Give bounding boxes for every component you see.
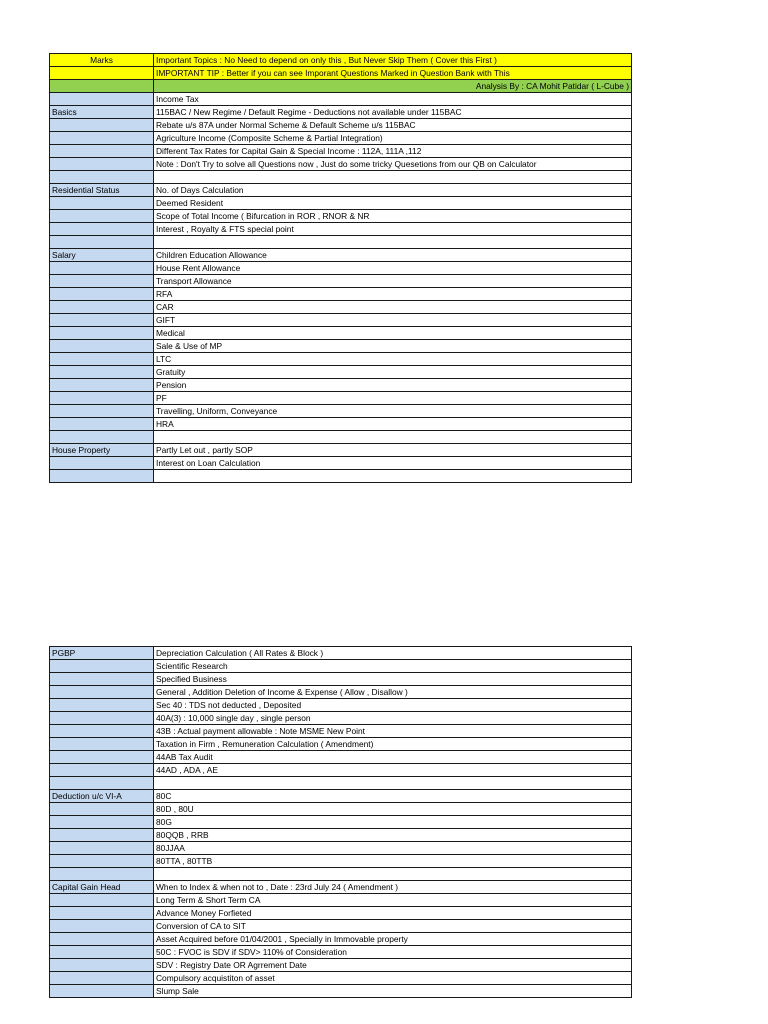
section-label-cell[interactable] [50, 197, 154, 210]
important-topics-header[interactable]: Important Topics : No Need to depend on only this , But Never Skip Them ( Cover this First ) [154, 54, 632, 67]
table-row [50, 985, 632, 998]
section-label-cell[interactable] [50, 673, 154, 686]
table-row [50, 686, 632, 699]
section-label-cell[interactable] [50, 894, 154, 907]
table-row [50, 660, 632, 673]
topics-table-2 [49, 646, 632, 998]
table-row [50, 93, 632, 106]
topic-cell[interactable]: Gratuity [154, 366, 632, 379]
header-row-marks [50, 54, 632, 67]
section-label-cell[interactable]: Basics [50, 106, 154, 119]
topic-cell[interactable]: PF [154, 392, 632, 405]
topic-cell[interactable]: 80TTA , 80TTB [154, 855, 632, 868]
section-label-cell[interactable] [50, 145, 154, 158]
topic-cell[interactable]: Interest , Royalty & FTS special point [154, 223, 632, 236]
table-row [50, 647, 632, 660]
topic-cell[interactable]: Advance Money Forfieted [154, 907, 632, 920]
section-label-cell[interactable] [50, 686, 154, 699]
section-label-cell[interactable] [50, 699, 154, 712]
header-row-analysis [50, 80, 632, 93]
section-label-cell[interactable] [50, 868, 154, 881]
table-row [50, 972, 632, 985]
topic-cell[interactable]: 44AD , ADA , AE [154, 764, 632, 777]
table-row [50, 314, 632, 327]
section-label-cell[interactable]: PGBP [50, 647, 154, 660]
topic-cell[interactable]: Specified Business [154, 673, 632, 686]
topic-cell[interactable]: Pension [154, 379, 632, 392]
topic-cell[interactable] [154, 171, 632, 184]
topic-cell[interactable]: Long Term & Short Term CA [154, 894, 632, 907]
section-label-cell[interactable] [50, 764, 154, 777]
section-label-cell[interactable] [50, 405, 154, 418]
section-label-cell[interactable] [50, 132, 154, 145]
topic-cell[interactable] [154, 431, 632, 444]
table-row [50, 418, 632, 431]
section-label-cell[interactable] [50, 842, 154, 855]
topic-cell[interactable]: Conversion of CA to SIT [154, 920, 632, 933]
topic-cell[interactable]: Scientific Research [154, 660, 632, 673]
topic-cell[interactable]: Medical [154, 327, 632, 340]
topic-cell[interactable]: Taxation in Firm , Remuneration Calculation ( Amendment) [154, 738, 632, 751]
table-row [50, 764, 632, 777]
section-label-cell[interactable] [50, 959, 154, 972]
section-label-cell[interactable] [50, 725, 154, 738]
topic-cell[interactable]: Sec 40 : TDS not deducted , Deposited [154, 699, 632, 712]
topic-cell[interactable]: Children Education Allowance [154, 249, 632, 262]
table-row [50, 223, 632, 236]
section-label-cell[interactable] [50, 470, 154, 483]
table-row [50, 119, 632, 132]
section-label-cell[interactable]: House Property [50, 444, 154, 457]
section-label-cell[interactable]: Deduction u/c VI-A [50, 790, 154, 803]
topic-cell[interactable]: Rebate u/s 87A under Normal Scheme & Default Scheme u/s 115BAC [154, 119, 632, 132]
topic-cell[interactable]: RFA [154, 288, 632, 301]
section-label-cell[interactable] [50, 907, 154, 920]
topic-cell[interactable] [154, 236, 632, 249]
topic-cell[interactable]: 50C : FVOC is SDV if SDV> 110% of Consideration [154, 946, 632, 959]
topic-cell[interactable]: 44AB Tax Audit [154, 751, 632, 764]
topic-cell[interactable]: Agriculture Income (Composite Scheme & Partial Integration) [154, 132, 632, 145]
topic-cell[interactable]: Scope of Total Income ( Bifurcation in ROR , RNOR & NR [154, 210, 632, 223]
table-row [50, 816, 632, 829]
table-row [50, 829, 632, 842]
section-label-cell[interactable] [50, 301, 154, 314]
section-label-cell[interactable] [50, 379, 154, 392]
topic-cell[interactable]: Partly Let out , partly SOP [154, 444, 632, 457]
header-row-tip [50, 67, 632, 80]
table-row [50, 725, 632, 738]
table-row [50, 881, 632, 894]
table-row [50, 699, 632, 712]
section-label-cell[interactable] [50, 660, 154, 673]
table-row [50, 132, 632, 145]
table-row [50, 751, 632, 764]
table-row [50, 158, 632, 171]
section-label-cell[interactable] [50, 275, 154, 288]
section-label-cell[interactable] [50, 985, 154, 998]
table-row [50, 327, 632, 340]
section-label-cell[interactable]: Salary [50, 249, 154, 262]
table-row [50, 236, 632, 249]
topic-cell[interactable]: 80C [154, 790, 632, 803]
table-row [50, 470, 632, 483]
topic-cell[interactable]: 40A(3) : 10,000 single day , single person [154, 712, 632, 725]
table-row [50, 868, 632, 881]
table-row [50, 288, 632, 301]
topic-cell[interactable]: General , Addition Deletion of Income & Expense ( Allow , Disallow ) [154, 686, 632, 699]
topic-cell[interactable]: Different Tax Rates for Capital Gain & Special Income : 112A, 111A ,112 [154, 145, 632, 158]
tip-label-cell[interactable] [50, 67, 154, 80]
table-row [50, 392, 632, 405]
section-label-cell[interactable] [50, 353, 154, 366]
section-label-cell[interactable] [50, 777, 154, 790]
topic-cell[interactable]: Compulsory acquistiton of asset [154, 972, 632, 985]
topic-cell[interactable]: Transport Allowance [154, 275, 632, 288]
table-row [50, 197, 632, 210]
section-label-cell[interactable] [50, 210, 154, 223]
section-label-cell[interactable] [50, 933, 154, 946]
topic-cell[interactable]: House Rent Allowance [154, 262, 632, 275]
topic-cell[interactable]: CAR [154, 301, 632, 314]
section-label-cell[interactable] [50, 366, 154, 379]
topic-cell[interactable]: Sale & Use of MP [154, 340, 632, 353]
table-row [50, 959, 632, 972]
topic-cell[interactable]: Depreciation Calculation ( All Rates & Block ) [154, 647, 632, 660]
table-row [50, 803, 632, 816]
table-row [50, 894, 632, 907]
table-row [50, 946, 632, 959]
topic-cell[interactable]: Deemed Resident [154, 197, 632, 210]
topic-cell[interactable] [154, 777, 632, 790]
topic-cell[interactable]: 80G [154, 816, 632, 829]
topic-cell[interactable]: SDV : Registry Date OR Agrrement Date [154, 959, 632, 972]
table-row [50, 907, 632, 920]
topic-cell[interactable]: HRA [154, 418, 632, 431]
table-row [50, 738, 632, 751]
section-label-cell[interactable] [50, 119, 154, 132]
table-row [50, 275, 632, 288]
table-row [50, 457, 632, 470]
table-row [50, 249, 632, 262]
topic-cell[interactable]: LTC [154, 353, 632, 366]
table-row [50, 106, 632, 119]
topic-cell[interactable] [154, 470, 632, 483]
section-label-cell[interactable] [50, 340, 154, 353]
section-label-cell[interactable] [50, 816, 154, 829]
section-label-cell[interactable] [50, 392, 154, 405]
table-row [50, 444, 632, 457]
section-label-cell[interactable] [50, 158, 154, 171]
table-row [50, 777, 632, 790]
section-label-cell[interactable] [50, 712, 154, 725]
table-row [50, 184, 632, 197]
table-row [50, 933, 632, 946]
analysis-label-cell[interactable] [50, 80, 154, 93]
topic-cell[interactable]: Note : Don't Try to solve all Questions now , Just do some tricky Quesetions from our QB on Calculator [154, 158, 632, 171]
section-label-cell[interactable] [50, 431, 154, 444]
topic-cell[interactable]: Slump Sale [154, 985, 632, 998]
topic-cell[interactable]: 80D , 80U [154, 803, 632, 816]
table-row [50, 431, 632, 444]
section-label-cell[interactable] [50, 236, 154, 249]
section-label-cell[interactable] [50, 314, 154, 327]
analysis-by-header[interactable]: Analysis By : CA Mohit Patidar ( L-Cube ) [154, 80, 632, 93]
table-row [50, 855, 632, 868]
section-label-cell[interactable] [50, 972, 154, 985]
topics-table-1 [49, 53, 632, 483]
topic-cell[interactable]: Income Tax [154, 93, 632, 106]
table-row [50, 405, 632, 418]
topic-cell[interactable]: 43B : Actual payment allowable : Note MSME New Point [154, 725, 632, 738]
section-label-cell[interactable] [50, 829, 154, 842]
section-label-cell[interactable] [50, 803, 154, 816]
topic-cell[interactable]: Travelling, Uniform, Conveyance [154, 405, 632, 418]
section-label-cell[interactable] [50, 946, 154, 959]
table-row [50, 842, 632, 855]
section-label-cell[interactable] [50, 418, 154, 431]
section-label-cell[interactable] [50, 262, 154, 275]
section-label-cell[interactable] [50, 751, 154, 764]
section-label-cell[interactable] [50, 457, 154, 470]
section-label-cell[interactable] [50, 223, 154, 236]
section-label-cell[interactable] [50, 288, 154, 301]
topic-cell[interactable]: 80JJAA [154, 842, 632, 855]
table-row [50, 210, 632, 223]
marks-header[interactable]: Marks [50, 54, 154, 67]
table-row [50, 366, 632, 379]
section-label-cell[interactable]: Capital Gain Head [50, 881, 154, 894]
table-row [50, 790, 632, 803]
topic-cell[interactable]: Interest on Loan Calculation [154, 457, 632, 470]
section-label-cell[interactable] [50, 171, 154, 184]
table-row [50, 712, 632, 725]
table-row [50, 353, 632, 366]
section-label-cell[interactable] [50, 738, 154, 751]
section-label-cell[interactable] [50, 920, 154, 933]
topic-cell[interactable]: Asset Acquired before 01/04/2001 , Specially in Immovable property [154, 933, 632, 946]
table-row [50, 145, 632, 158]
topic-cell[interactable]: 80QQB , RRB [154, 829, 632, 842]
table-row [50, 262, 632, 275]
table-row [50, 379, 632, 392]
table-row [50, 340, 632, 353]
topic-cell[interactable]: No. of Days Calculation [154, 184, 632, 197]
topic-cell[interactable]: 115BAC / New Regime / Default Regime - Deductions not available under 115BAC [154, 106, 632, 119]
topic-cell[interactable] [154, 868, 632, 881]
table-row [50, 171, 632, 184]
section-label-cell[interactable]: Residential Status [50, 184, 154, 197]
topic-cell[interactable]: When to Index & when not to , Date : 23rd July 24 ( Amendment ) [154, 881, 632, 894]
section-label-cell[interactable] [50, 855, 154, 868]
table-row [50, 301, 632, 314]
section-label-cell[interactable] [50, 93, 154, 106]
topic-cell[interactable]: GIFT [154, 314, 632, 327]
section-label-cell[interactable] [50, 327, 154, 340]
table-row [50, 673, 632, 686]
table-row [50, 920, 632, 933]
important-tip-header[interactable]: IMPORTANT TIP : Better if you can see Imporant Questions Marked in Question Bank with This [154, 67, 632, 80]
